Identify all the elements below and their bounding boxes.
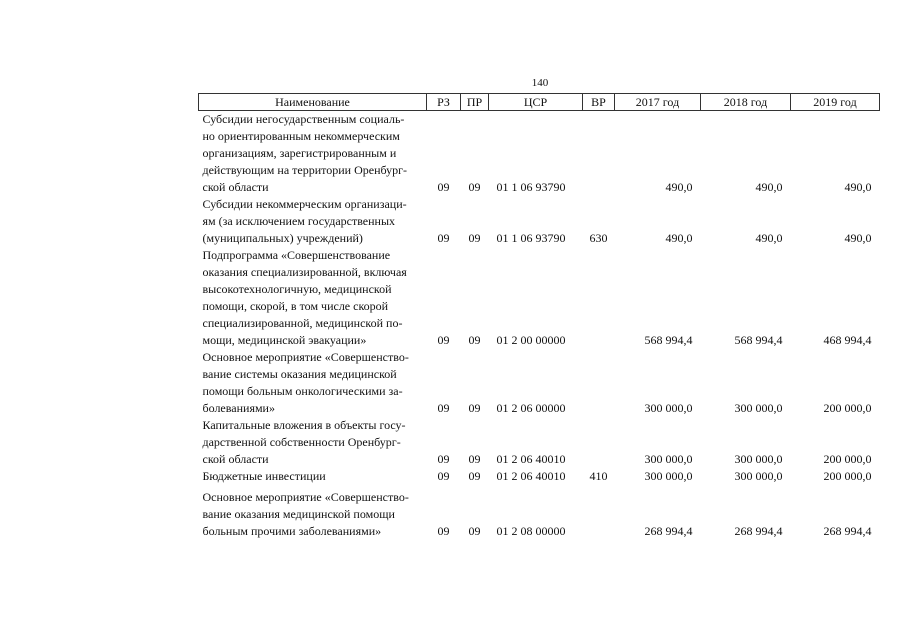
row-vr [583, 489, 615, 540]
row-2019: 268 994,4 [823, 524, 872, 538]
header-2019: 2019 год [791, 94, 880, 111]
row-vr: 410 [589, 469, 608, 483]
table-row [199, 468, 880, 485]
header-2017: 2017 год [615, 94, 701, 111]
row-2017: 268 994,4 [644, 524, 693, 538]
row-vr [583, 417, 615, 468]
row-rz: 09 [437, 469, 450, 483]
row-2017: 490,0 [665, 231, 693, 245]
row-2018: 268 994,4 [734, 524, 783, 538]
row-pr: 09 [468, 333, 481, 347]
table-body [199, 111, 880, 541]
table-header [199, 94, 880, 111]
row-name: Бюджетные инвестиции [202, 469, 326, 483]
row-pr: 09 [468, 524, 481, 538]
row-vr [583, 111, 615, 197]
row-csr: 01 2 08 00000 [496, 524, 566, 538]
row-csr: 01 2 06 00000 [496, 401, 566, 415]
row-name: Подпрограмма «Совершенствование оказания специализированной, включая высокотехнологичную, медицинской помощи, скорой, в том числе скорой специализированной, медицинской по- мощи, медицинской эвакуации» [202, 248, 407, 347]
row-pr: 09 [468, 231, 481, 245]
row-csr: 01 2 06 40010 [496, 452, 566, 466]
row-rz: 09 [437, 524, 450, 538]
header-rz: РЗ [427, 94, 461, 111]
row-2017: 490,0 [665, 180, 693, 194]
table-row [199, 196, 880, 247]
row-2019: 200 000,0 [823, 452, 872, 466]
row-2018: 300 000,0 [734, 401, 783, 415]
table-row [199, 247, 880, 349]
row-rz: 09 [437, 180, 450, 194]
header-2018: 2018 год [701, 94, 791, 111]
table-row [199, 349, 880, 417]
row-pr: 09 [468, 469, 481, 483]
row-pr: 09 [468, 401, 481, 415]
row-csr: 01 2 06 40010 [496, 469, 566, 483]
row-2019: 200 000,0 [823, 469, 872, 483]
row-name: Субсидии некоммерческим организаци- ям (за исключением государственных (муниципальных) учреждений) [202, 197, 407, 245]
row-2018: 490,0 [755, 180, 783, 194]
row-2017: 568 994,4 [644, 333, 693, 347]
row-vr [583, 247, 615, 349]
row-2018: 568 994,4 [734, 333, 783, 347]
row-rz: 09 [437, 333, 450, 347]
row-vr: 630 [589, 231, 608, 245]
row-2019: 468 994,4 [823, 333, 872, 347]
row-2017: 300 000,0 [644, 401, 693, 415]
row-rz: 09 [437, 401, 450, 415]
header-pr: ПР [461, 94, 489, 111]
row-name: Основное мероприятие «Совершенство- вание оказания медицинской помощи больным прочими заболеваниями» [202, 490, 409, 538]
row-name: Субсидии негосударственным социаль- но ориентированным некоммерческим организациям, зарегистрированным и действующим на территории Оренбург- ской области [202, 112, 408, 194]
table-row [199, 417, 880, 468]
row-2017: 300 000,0 [644, 452, 693, 466]
row-pr: 09 [468, 452, 481, 466]
row-vr [583, 349, 615, 417]
row-rz: 09 [437, 452, 450, 466]
row-csr: 01 1 06 93790 [496, 231, 566, 245]
row-2019: 490,0 [844, 180, 872, 194]
row-2019: 490,0 [844, 231, 872, 245]
row-name: Капитальные вложения в объекты госу- дарственной собственности Оренбург- ской области [202, 418, 406, 466]
row-2018: 490,0 [755, 231, 783, 245]
row-rz: 09 [437, 231, 450, 245]
table-row [199, 489, 880, 540]
row-name: Основное мероприятие «Совершенство- вание системы оказания медицинской помощи больным онкологическими за- болеваниями» [202, 350, 409, 415]
header-name: Наименование [199, 94, 427, 111]
row-csr: 01 2 00 00000 [496, 333, 566, 347]
header-csr: ЦСР [489, 94, 583, 111]
row-pr: 09 [468, 180, 481, 194]
row-2017: 300 000,0 [644, 469, 693, 483]
table-row [199, 111, 880, 197]
budget-table [198, 93, 880, 540]
header-vr: ВР [583, 94, 615, 111]
header-row [199, 94, 880, 111]
row-csr: 01 1 06 93790 [496, 180, 566, 194]
row-2018: 300 000,0 [734, 469, 783, 483]
row-2019: 200 000,0 [823, 401, 872, 415]
page-number: 140 [531, 77, 549, 89]
row-2018: 300 000,0 [734, 452, 783, 466]
